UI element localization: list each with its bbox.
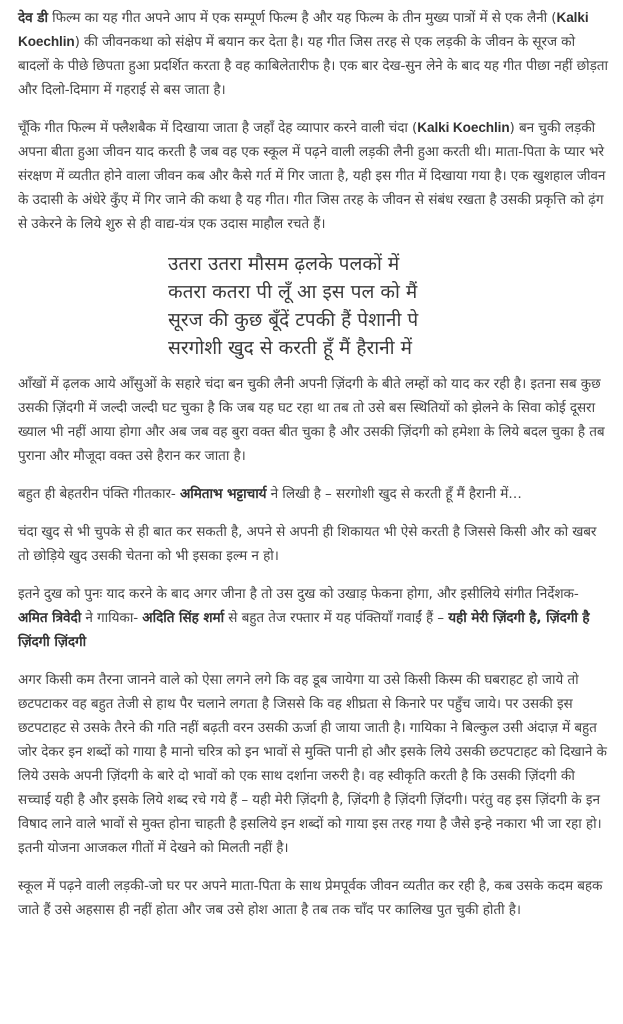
lyric-line: उतरा उतरा मौसम ढ़लके पलकों में [168, 253, 400, 275]
paragraph-school-girl: स्कूल में पढ़ने वाली लड़की-जो घर पर अपने माता-पिता के साथ प्रेमपूर्वक जीवन व्यतीत कर रही है, कब उसके कदम बहक जाते हैं उसे अहसास ही नहीं होता और जब उसे होश आता है तब तक चाँद पर कालिख पुत चुकी होती है। [18, 878, 603, 918]
lyric-highlight: यही मेरी ज़िंदगी है, ज़िंदगी है ज़िंदगी ज़िंदगी [18, 610, 590, 650]
paragraph-swimmer: अगर किसी कम तैरना जानने वाले को ऐसा लगने लगे कि वह डूब जायेगा या उसे किसी किस्म की घबराहट हो जाये तो छटपटाकर वह बहुत तेजी से हाथ पैर चलाने लगता है जिससे कि वह शीघ्रता से किनारे पर पहुँच जाये। पर उसकी इस छटपटाहट से उसके तैरने की गति नहीं बढ़ती वरन उसकी ऊर्जा ही जाया जाती है। गायिका ने बिल्कुल उसी अंदाज़ में बहुत जोर देकर इन शब्दों को गाया है मानो चरित्र को इन भावों से मुक्ति पानी हो और इसके लिये उसकी छटपटाहट को दिखाने के लिये उसके अपनी ज़िंदगी के बारे दो भावों को एक साथ दर्शाना जरुरी है। वह स्वीकृति करती है कि उसकी ज़िंदगी की सच्चाई यही है और इसके लिये शब्द रचे गये हैं – यही मेरी ज़िंदगी है, ज़िंदगी है ज़िंदगी ज़िंदगी। परंतु वह इस ज़िंदगी के इन विषाद लाने वाले भावों से मुक्त होना चाहती है इसलिये इन शब्दों को गाया इस तरह गया है जैसे इन्हे नकारा भी जा रहा हो। [18, 672, 607, 832]
singer-name: अदिति सिंह शर्मा [142, 610, 225, 626]
lyric-line: सूरज की कुछ बूँदें टपकी हैं पेशानी पे [168, 309, 419, 331]
composer-name: अमित त्रिवेदी [18, 610, 82, 626]
lyricist-name: अमिताभ भट्टाचार्य [179, 486, 267, 502]
paragraph-tears: आँखों में ढ़लक आये आँसुओं के सहारे चंदा बन चुकी लैनी अपनी ज़िंदगी के बीते लम्हों को याद कर रही है। इतना सब कुछ उसकी ज़िंदगी में जल्दी जल्दी घट चुका है कि जब यह घट रहा था तब तो उसे बस स्थितियों को झेलने के सिवा कोई दूसरा ख्याल भी नहीं आया होगा और अब जब वह बुरा वक्त बीत चुका है और उसकी ज़िंदगी को हमेशा के लिये बदल चुका है तब पुराना और मौजूदा वक्त उसे हैरान कर जाता है। [18, 376, 605, 464]
song-lyrics [168, 250, 609, 362]
paragraph-whisper: चंदा खुद से भी चुपके से ही बात कर सकती है, अपने से अपनी ही शिकायत भी ऐसे करती है जिससे किसी और को खबर तो छोड़िये खुद उसकी चेतना को भी इसका इल्म न हो। [18, 524, 597, 564]
actor-name: Kalki Koechlin [18, 10, 589, 49]
lyric-line: सरगोशी खुद से करती हूँ मैं हैरानी में [168, 337, 413, 359]
paragraph-lyricist: बहुत ही बेहतरीन पंक्ति गीतकार- अमिताभ भट्टाचार्य ने लिखी है – सरगोशी खुद से करती हूँ मैं हैरानी में… [18, 486, 522, 502]
paragraph-composer: इतने दुख को पुनः याद करने के बाद अगर जीना है तो उस दुख को उखाड़ फेकना होगा, और इसीलिये संगीत निर्देशक- अमित त्रिवेदी ने गायिका- अदिति सिंह शर्मा से बहुत तेज रफ्तार में यह पंक्तियाँ गवाईं हैं – यही मेरी ज़िंदगी है, ज़िंदगी है ज़िंदगी ज़िंदगी [18, 586, 590, 650]
paragraph-intro: देव डी फिल्म का यह गीत अपने आप में एक सम्पूर्ण फिल्म है और यह फिल्म के तीन मुख्य पात्रों में से एक लैनी (Kalki Koechlin) की जीवनकथा को संक्षेप में बयान कर देता है। यह गीत जिस तरह से एक लड़की के जीवन के सूरज को बादलों के पीछे छिपता हुआ प्रदर्शित करता है वह काबिलेतारीफ है। एक बार देख-सुन लेने के बाद यह गीत पीछा नहीं छोड़ता और दिलो-दिमाग में गहराई से बस जाता है। [18, 10, 608, 98]
actor-name: Kalki Koechlin [417, 120, 510, 135]
lyric-line: कतरा कतरा पी लूँ आ इस पल को मैं [168, 281, 418, 303]
paragraph-planning: इतनी योजना आजकल गीतों में देखने को मिलती नहीं है। [18, 840, 289, 856]
film-title: देव डी [18, 10, 48, 26]
paragraph-flashback: चूँकि गीत फिल्म में फ्लैशबैक में दिखाया जाता है जहाँ देह व्यापार करने वाली चंदा (Kalki Koechlin) बन चुकी लड़की अपना बीता हुआ जीवन याद करती है जब वह एक स्कूल में पढ़ने वाली लड़की लैनी हुआ करती थी। माता-पिता के प्यार भरे संरक्षण में व्यतीत होने वाला जीवन कब और कैसे गर्त में गिर जाता है, यही इस गीत में दिखाया गया है। एक खुशहाल जीवन के उदासी के अंधेरे कुँए में गिर जाने की कथा है यह गीत। गीत जिस तरह के जीवन से संबंध रखता है उसकी प्रकृत्ति को ढ़ंग से उकेरने के लिये शुरु से ही वाद्य-यंत्र एक उदास माहौल रचते हैं। [18, 120, 606, 232]
